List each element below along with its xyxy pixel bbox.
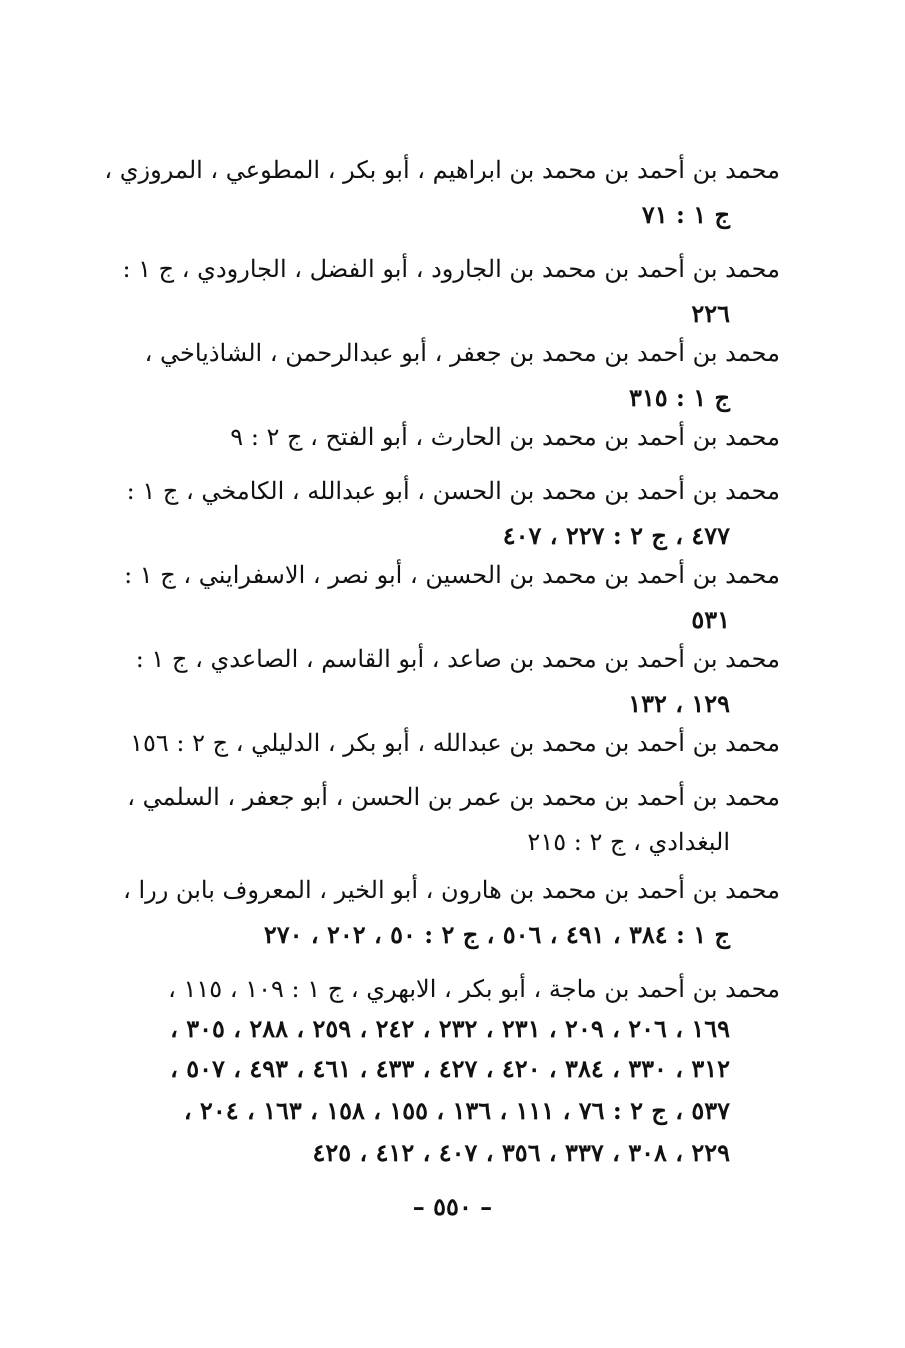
entry-10-line-1: محمد بن أحمد بن محمد بن هارون ، أبو الخير ، المعروف بابن ررا ، <box>123 876 780 904</box>
entry-5-line-1: محمد بن أحمد بن محمد بن الحسن ، أبو عبدالله ، الكامخي ، ج ١ : <box>126 477 780 505</box>
entry-3-line-2: ج ١ : ٣١٥ <box>629 383 730 412</box>
entry-4-line-1: محمد بن أحمد بن محمد بن الحارث ، أبو الفتح ، ج ٢ : ٩ <box>230 423 780 451</box>
entry-11-line-1: محمد بن أحمد بن ماجة ، أبو بكر ، الابهري ، ج ١ : ١٠٩ ، ١١٥ ، <box>168 975 780 1003</box>
page-number: – ٥٥٠ – <box>412 1192 493 1221</box>
entry-8-line-1: محمد بن أحمد بن محمد بن عبدالله ، أبو بكر ، الدليلي ، ج ٢ : ١٥٦ <box>130 729 780 757</box>
entry-11-line-5: ٢٢٩ ، ٣٠٨ ، ٣٣٧ ، ٣٥٦ ، ٤٠٧ ، ٤١٢ ، ٤٢٥ <box>312 1138 730 1167</box>
entry-2-line-2: ٢٢٦ <box>691 299 730 328</box>
entry-1-line-1: محمد بن أحمد بن محمد بن ابراهيم ، أبو بكر ، المطوعي ، المروزي ، <box>104 156 780 184</box>
entry-6-line-2: ٥٣١ <box>691 605 730 634</box>
entry-10-line-2: ج ١ : ٣٨٤ ، ٤٩١ ، ٥٠٦ ، ج ٢ : ٥٠ ، ٢٠٢ ، ٢٧٠ <box>263 920 730 949</box>
entry-11-line-4: ٥٣٧ ، ج ٢ : ٧٦ ، ١١١ ، ١٣٦ ، ١٥٥ ، ١٥٨ ، ١٦٣ ، ٢٠٤ ، <box>183 1096 730 1125</box>
entry-11-line-3: ٣١٢ ، ٣٣٠ ، ٣٨٤ ، ٤٢٠ ، ٤٢٧ ، ٤٣٣ ، ٤٦١ ، ٤٩٣ ، ٥٠٧ ، <box>170 1054 730 1083</box>
entry-7-line-1: محمد بن أحمد بن محمد بن صاعد ، أبو القاسم ، الصاعدي ، ج ١ : <box>135 645 780 673</box>
entry-5-line-2: ٤٧٧ ، ج ٢ : ٢٢٧ ، ٤٠٧ <box>502 521 730 550</box>
entry-7-line-2: ١٢٩ ، ١٣٢ <box>628 689 730 718</box>
entry-2-line-1: محمد بن أحمد بن محمد بن الجارود ، أبو الفضل ، الجارودي ، ج ١ : <box>122 255 780 283</box>
entry-6-line-1: محمد بن أحمد بن محمد بن الحسين ، أبو نصر ، الاسفرايني ، ج ١ : <box>124 561 780 589</box>
entry-1-line-2: ج ١ : ٧١ <box>641 200 730 229</box>
entry-9-line-1: محمد بن أحمد بن محمد بن عمر بن الحسن ، أبو جعفر ، السلمي ، <box>127 783 780 811</box>
entry-11-line-2: ١٦٩ ، ٢٠٦ ، ٢٠٩ ، ٢٣١ ، ٢٣٢ ، ٢٤٢ ، ٢٥٩ ، ٢٨٨ ، ٣٠٥ ، <box>170 1014 730 1043</box>
entry-9-line-2: البغدادي ، ج ٢ : ٢١٥ <box>527 828 730 856</box>
entry-3-line-1: محمد بن أحمد بن محمد بن جعفر ، أبو عبدالرحمن ، الشاذياخي ، <box>144 339 780 367</box>
